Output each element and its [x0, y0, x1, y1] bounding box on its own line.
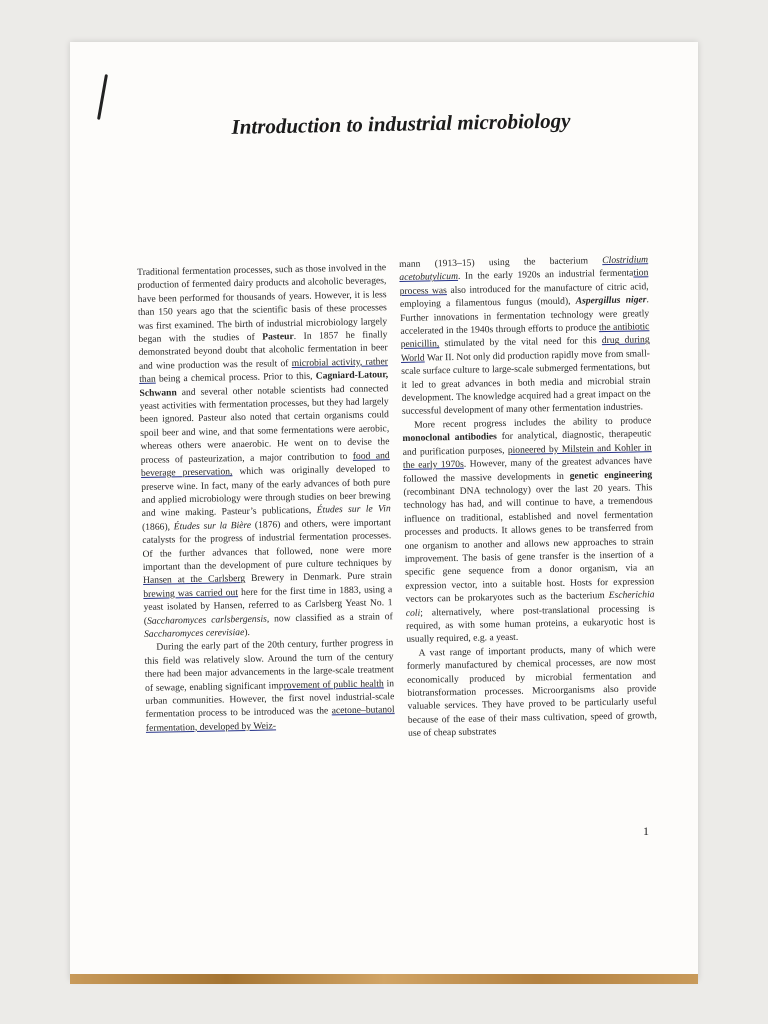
text: and several other notable scientists had connected yeast activities with fermentation processes, but they had largely been ignored. Pasteur also noted that certain organisms could spoil beer and wine, and that some fermentations were aerobic, whereas others were anaerobic. He went on to devise the process of pasteurization, a major contribution to — [139, 382, 390, 466]
text: ). — [244, 626, 251, 638]
text: . In 1857 he finally demonstrated beyond doubt that alcoholic fermentation in beer and wine production was the result of — [138, 329, 388, 372]
paragraph-4 — [402, 414, 655, 647]
text: also introduced for the manufacture of citric acid, employing a filamentous fungus (mould), — [399, 281, 649, 311]
species-name: Saccharomyces cerevisiae — [143, 626, 245, 640]
text: (1913–15) using the bacterium — [420, 255, 603, 270]
text: . In the early 1920s an industrial fermenta — [457, 267, 634, 283]
text: , now classified as a strain of — [266, 610, 393, 625]
species-name: Clostridium acetobutylicum — [399, 254, 649, 284]
text: Traditional fermentation processes, such as those involved in the production of fermented dairy products and alcoholic beverages, have been performed for thousands of years. However, it is less than 150 years ago that the scientific basis of these processes was first examined. The birth of industrial microbiology largely began with the studies of — [137, 262, 388, 346]
underlined-text: drug during World — [400, 334, 650, 364]
species-name: Aspergillus niger — [575, 294, 647, 307]
paragraph-5 — [406, 642, 657, 741]
underlined-text: tion process was — [399, 267, 649, 297]
text: (1866), — [141, 521, 174, 533]
text: (recombinant DNA technology) over the last 20 years. This technology has had, and will continue to have, a tremendous influence on traditional, established and novel fermentation processes and products. It allows genes to be transferred from one organism to another and allows new approaches to strain improvement. The basis of gene transfer is the insertion of a specific gene sequence from a donor organism, via an expression vector, into a suitable host. Hosts for expression vectors can be prokaryotes such as the bacterium — [403, 482, 655, 606]
paragraph-2 — [144, 637, 395, 736]
text: in urban communities. However, the first novel industrial-scale fermentation process to be introduced was the — [145, 677, 395, 721]
wooden-table-edge — [70, 974, 698, 984]
underlined-text: the antibiotic penicillin, — [400, 321, 650, 351]
species-name: Escherichia coli — [405, 589, 655, 619]
underlined-text: pioneered by Milstein and Kohler in the early 1970s — [402, 441, 652, 472]
name-pasteur: Pasteur — [262, 331, 294, 343]
underlined-text: brewing was carried out — [143, 586, 239, 600]
underlined-text: acetone–butanol fermentation, developed by Weiz- — [145, 704, 395, 734]
key-term: genetic engineering — [569, 468, 653, 482]
species-name: Saccharomyces carlsbergensis — [146, 613, 267, 627]
paragraph-3 — [399, 253, 651, 419]
book-title: Études sur la Bière — [173, 519, 252, 533]
text: stimulated by the vital need for this — [439, 335, 602, 350]
text: here for the first time in 1883, using a yeast isolated by Hansen, referred to as Carlsberg Yeast No. 1 ( — [143, 583, 393, 627]
text: During the early part of the 20th century, further progress in this field was relatively slow. Around the turn of the century there had been major advancements in the large-scale treatment of sewage, enabling significant imp — [144, 637, 394, 694]
key-term: monoclonal antibodies — [402, 431, 497, 445]
text: A vast range of important products, many of which were formerly manufactured by chemical processes, are now most economically produced by microbial fermentation and biotransformation processes. Microorganisms also provide valuable services. They have proved to be particularly useful because of the ease of their mass cultivation, speed of growth, use of cheap substrates — [406, 642, 657, 740]
text: for analytical, diagnostic, therapeutic and purification purposes, — [402, 428, 652, 458]
right-column — [399, 253, 657, 740]
text: mann — [399, 258, 421, 270]
underlined-text: Hansen at the Carlsberg — [142, 573, 246, 587]
left-column — [137, 261, 395, 735]
chapter-title: Introduction to industrial microbiology — [231, 108, 571, 139]
text: War II. Not only did production rapidly move from small-scale surface culture to large-scale submerged fermentations, but it led to great advances in both media and microbial strain development. The knowledge acquired had a great impact on the successful development of many other fermentation industries. — [401, 348, 651, 418]
text: which was originally developed to preserve wine. In fact, many of the early advances of both pure and applied microbiology were through studies on beer brewing and wine making. Pasteur’s publications, — [141, 463, 391, 520]
underlined-text: rovement of public health — [283, 677, 384, 691]
text: being a chemical process. Prior to this, — [155, 370, 316, 385]
text: (1876) and others, were important catalysts for the progress of industrial fermentation processes. Of the further advances that followed, none were more important than the development of pure culture techniques by — [142, 516, 392, 573]
paragraph-1 — [137, 261, 393, 641]
underlined-text: microbial activity, rather than — [139, 356, 388, 386]
text: More recent progress includes the ability to produce — [414, 415, 652, 431]
text: ; alternatively, where post-translational processing is required, as with some human proteins, a eukaryotic host is usually required, e.g. a yeast. — [405, 602, 656, 646]
names-bold: Cagniard-Latour, Schwann — [139, 369, 389, 399]
book-title: Études sur le Vin — [316, 503, 391, 516]
text: . However, many of the greatest advances have followed the massive developments in — [403, 455, 653, 485]
page-number: 1 — [643, 824, 649, 838]
text: Brewery in Denmark. Pure strain — [245, 570, 393, 585]
text: . Further innovations in fermentation technology were greatly accelerated in the 1940s through efforts to produce — [400, 294, 650, 338]
underlined-text: food and beverage preservation, — [140, 449, 390, 480]
